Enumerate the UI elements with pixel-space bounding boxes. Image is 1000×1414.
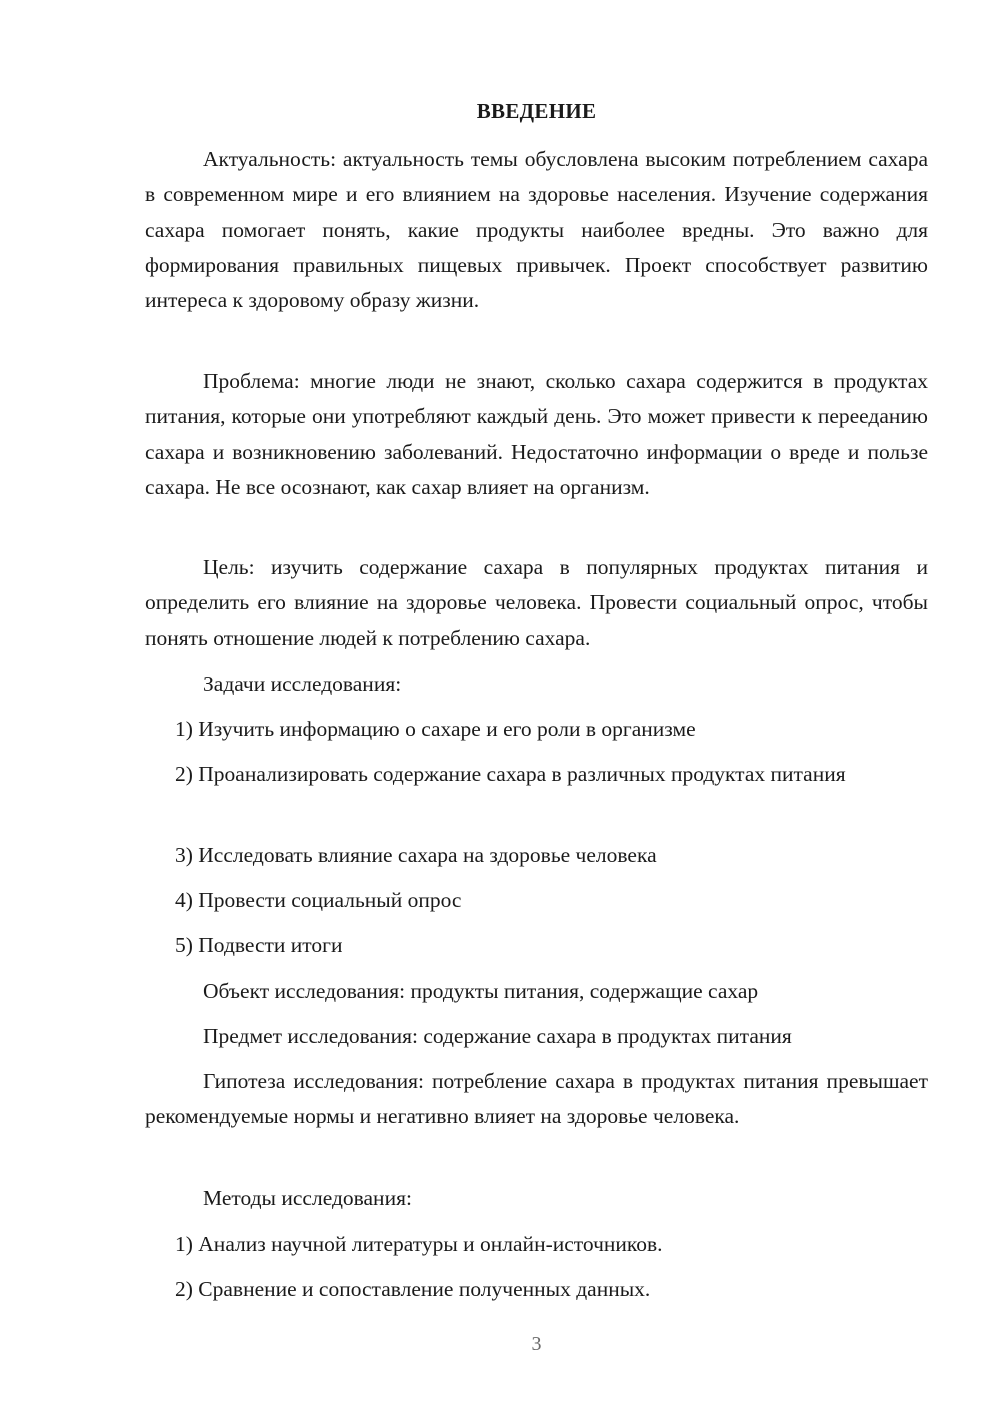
- method-item-2: 2) Сравнение и сопоставление полученных данных.: [175, 1277, 651, 1301]
- task-item-4: 4) Провести социальный опрос: [175, 888, 462, 912]
- relevance-paragraph: Актуальность: актуальность темы обусловлена высоким потреблением сахара в современном мире и его влиянием на здоровье населения. Изучение содержания сахара помогает понять, какие продукты наиболее вредны. Это важно для формирования правильных пищевых привычек. Проект способствует развитию интереса к здоровому образу жизни.: [145, 147, 928, 313]
- task-item-3: 3) Исследовать влияние сахара на здоровье человека: [175, 843, 657, 867]
- task-item-2: 2) Проанализировать содержание сахара в различных продуктах питания: [175, 762, 846, 786]
- task-item-1: 1) Изучить информацию о сахаре и его роли в организме: [175, 717, 696, 741]
- problem-paragraph: Проблема: многие люди не знают, сколько сахара содержится в продуктах питания, которые они употребляют каждый день. Это может привести к перееданию сахара и возникновению заболеваний. Недостаточно информации о вреде и пользе сахара. Не все осознают, как сахар влияет на организм.: [145, 369, 928, 499]
- method-item-1: 1) Анализ научной литературы и онлайн-источников.: [175, 1232, 663, 1256]
- tasks-heading: Задачи исследования:: [203, 672, 402, 696]
- goal-paragraph: Цель: изучить содержание сахара в популярных продуктах питания и определить его влияние на здоровье человека. Провести социальный опрос, чтобы понять отношение людей к потреблению сахара.: [145, 555, 928, 650]
- methods-heading: Методы исследования:: [203, 1186, 412, 1210]
- task-item-5: 5) Подвести итоги: [175, 933, 343, 957]
- subject-paragraph: Предмет исследования: содержание сахара в продуктах питания: [203, 1024, 792, 1048]
- section-title: ВВЕДЕНИЕ: [476, 99, 597, 123]
- hypothesis-paragraph: Гипотеза исследования: потребление сахара в продуктах питания превышает рекомендуемые нормы и негативно влияет на здоровье человека.: [145, 1069, 928, 1129]
- object-paragraph: Объект исследования: продукты питания, содержащие сахар: [203, 979, 759, 1003]
- document-page: [145, 0, 928, 1414]
- page-number: 3: [531, 1333, 542, 1355]
